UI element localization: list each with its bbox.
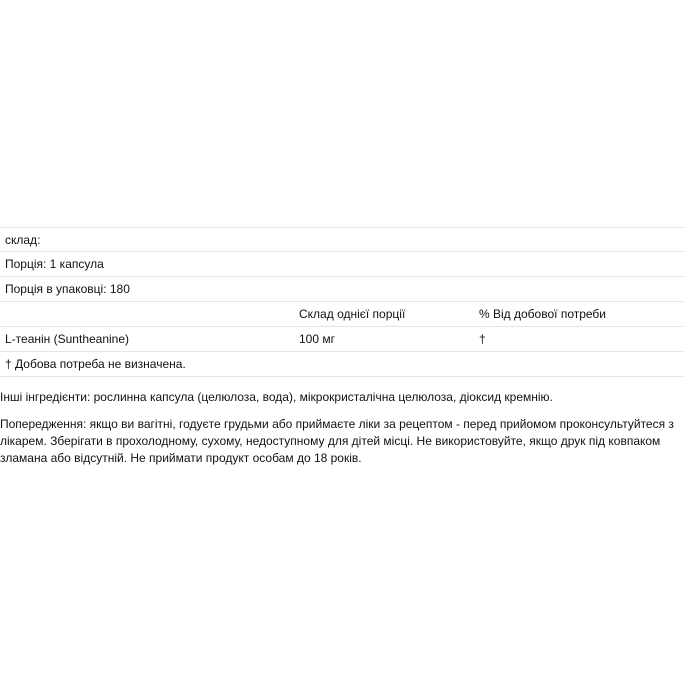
supplement-facts-table: [0, 227, 684, 377]
servings-per-container-row: [0, 277, 684, 302]
daily-value-footnote: † Добова потреба не визначена.: [5, 357, 186, 371]
ingredient-daily-value: †: [479, 332, 486, 346]
other-ingredients-text: Інші інгредієнти: рослинна капсула (целюлоза, вода), мікрокристалічна целюлоза, діоксид кремнію.: [0, 390, 553, 404]
ingredient-amount: 100 мг: [299, 332, 335, 346]
table-row: [0, 327, 684, 352]
amount-column-header: Склад однієї порції: [299, 307, 406, 321]
product-notes: [0, 389, 684, 467]
warning-text: Попередження: якщо ви вагітні, годуєте грудьми або приймаєте ліки за рецептом - перед прийомом проконсультуйтеся з лікарем. Зберігати в прохолодному, сухому, недоступному для дітей місці. Не використовуйте, якщо друк під ковпаком зламана або відсутній. Не приймати продукт особам до 18 років.: [0, 417, 674, 465]
facts-heading: склад:: [5, 232, 41, 247]
facts-heading-row: [0, 227, 684, 252]
daily-value-column-header: % Від добової потреби: [479, 307, 607, 321]
footnote-row: [0, 352, 684, 377]
column-header-row: [0, 302, 684, 327]
ingredient-name: L-теанін (Suntheanine): [5, 332, 130, 346]
serving-size: Порція: 1 капсула: [5, 257, 104, 271]
serving-size-row: [0, 252, 684, 277]
servings-per-container: Порція в упаковці: 180: [5, 282, 130, 296]
